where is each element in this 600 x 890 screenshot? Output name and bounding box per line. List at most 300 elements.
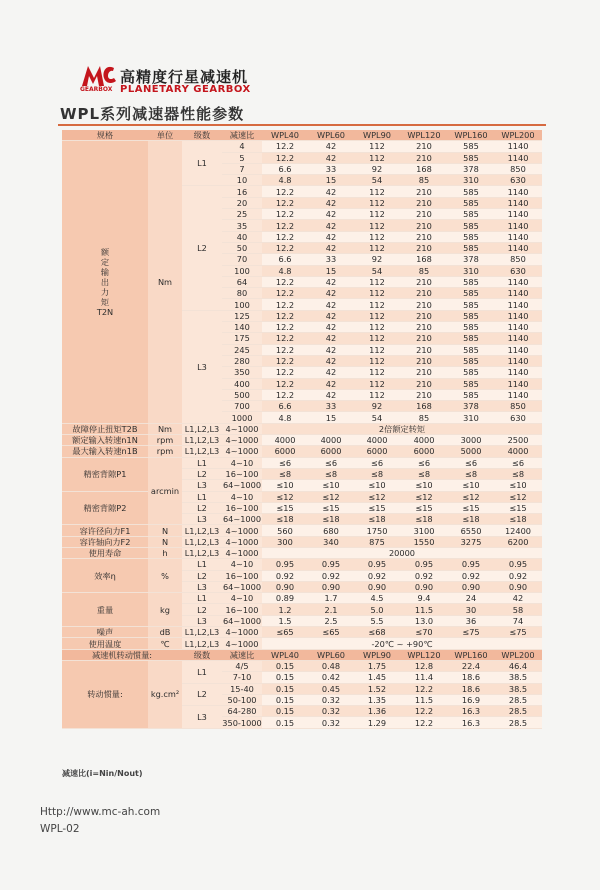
ratio-cell: 400 — [222, 378, 262, 389]
value-cell: 112 — [354, 310, 400, 321]
value-cell: 1140 — [494, 141, 542, 152]
value-cell: 0.92 — [354, 570, 400, 581]
value-cell: 1140 — [494, 209, 542, 220]
column-header: WPL160 — [448, 130, 494, 141]
value-cell: 42 — [308, 152, 354, 163]
value-cell: 210 — [400, 299, 448, 310]
value-cell: 1140 — [494, 231, 542, 242]
value-cell: 210 — [400, 186, 448, 197]
ratio-cell: 4~10 — [222, 457, 262, 468]
value-cell: 585 — [448, 333, 494, 344]
column-header: WPL120 — [400, 649, 448, 660]
ratio-cell: 4~1000 — [222, 525, 262, 536]
value-cell: 585 — [448, 389, 494, 400]
value-cell: 12400 — [494, 525, 542, 536]
value-cell: 12.2 — [262, 288, 308, 299]
value-cell: 12.2 — [262, 355, 308, 366]
row-label: 噪声 — [62, 627, 148, 638]
value-cell: 210 — [400, 220, 448, 231]
value-cell: 378 — [448, 254, 494, 265]
stage-cell: L1,L2,L3 — [182, 547, 222, 558]
value-cell: 42 — [308, 367, 354, 378]
unit-cell: kg — [148, 593, 182, 627]
value-cell: ≤6 — [494, 457, 542, 468]
stage-cell: L1,L2,L3 — [182, 638, 222, 649]
value-cell: 875 — [354, 536, 400, 547]
value-cell: 585 — [448, 276, 494, 287]
row-label: 额定输入转速n1N — [62, 435, 148, 446]
value-cell: 5.0 — [354, 604, 400, 615]
value-cell: ≤18 — [494, 514, 542, 525]
value-cell: 12.2 — [262, 367, 308, 378]
ratio-cell: 5 — [222, 152, 262, 163]
ratio-cell: 16~100 — [222, 570, 262, 581]
stage-cell: L2 — [182, 502, 222, 513]
value-cell: 16.9 — [448, 694, 494, 705]
value-cell: 340 — [308, 536, 354, 547]
row-label: 使用寿命 — [62, 547, 148, 558]
value-cell: 11.5 — [400, 694, 448, 705]
value-cell: 585 — [448, 367, 494, 378]
torque-label-text: 额定输出力矩 — [100, 247, 110, 307]
stage-cell: L1,L2,L3 — [182, 446, 222, 457]
title-divider — [58, 124, 546, 126]
life-row — [62, 547, 542, 558]
value-cell: ≤15 — [448, 502, 494, 513]
value-cell: 210 — [400, 378, 448, 389]
value-cell: 42 — [308, 333, 354, 344]
value-cell: 1750 — [354, 525, 400, 536]
value-cell: 585 — [448, 152, 494, 163]
value-cell: 6000 — [400, 446, 448, 457]
value-cell: 54 — [354, 265, 400, 276]
column-header: WPL40 — [262, 130, 308, 141]
value-cell: 6550 — [448, 525, 494, 536]
value-cell: 585 — [448, 299, 494, 310]
value-cell: 112 — [354, 231, 400, 242]
ratio-cell: 4~1000 — [222, 547, 262, 558]
column-header: 规格 — [62, 130, 148, 141]
value-cell: 585 — [448, 378, 494, 389]
value-cell: 0.90 — [448, 581, 494, 592]
value-cell: 1.5 — [262, 615, 308, 626]
ratio-cell: 4/5 — [222, 660, 262, 671]
value-cell: ≤15 — [262, 502, 308, 513]
ratio-cell: 100 — [222, 265, 262, 276]
unit-cell: ℃ — [148, 638, 182, 649]
row-label: 转动惯量: — [62, 660, 148, 728]
stage-cell: L1,L2,L3 — [182, 435, 222, 446]
value-cell: 16.3 — [448, 706, 494, 717]
value-cell: 0.90 — [308, 581, 354, 592]
value-cell: 42 — [308, 231, 354, 242]
ratio-cell: 1000 — [222, 412, 262, 423]
value-cell: 630 — [494, 265, 542, 276]
value-cell: 112 — [354, 276, 400, 287]
ratio-cell: 64 — [222, 276, 262, 287]
value-cell: 92 — [354, 163, 400, 174]
value-cell: 12.2 — [262, 209, 308, 220]
value-cell: 2500 — [494, 435, 542, 446]
ratio-cell: 15-40 — [222, 683, 262, 694]
ratio-cell: 280 — [222, 355, 262, 366]
torque-label-sub: T2N — [96, 307, 114, 317]
unit-cell: dB — [148, 627, 182, 638]
value-cell: 2.1 — [308, 604, 354, 615]
value-cell: 3275 — [448, 536, 494, 547]
value-cell: 12.8 — [400, 660, 448, 671]
value-cell: ≤10 — [400, 480, 448, 491]
value-cell: 112 — [354, 220, 400, 231]
stage-cell: L1 — [182, 457, 222, 468]
value-cell: 680 — [308, 525, 354, 536]
value-cell: ≤15 — [308, 502, 354, 513]
column-header: WPL90 — [354, 649, 400, 660]
ratio-cell: 16~100 — [222, 502, 262, 513]
value-cell: 1.75 — [354, 660, 400, 671]
value-cell: 585 — [448, 344, 494, 355]
column-header: 减速比 — [222, 649, 262, 660]
value-cell: 15 — [308, 412, 354, 423]
value-cell: 6.6 — [262, 254, 308, 265]
stage-cell: L1,L2,L3 — [182, 627, 222, 638]
value-cell: 112 — [354, 322, 400, 333]
ratio-cell: 7-10 — [222, 672, 262, 683]
value-cell: 42 — [308, 378, 354, 389]
value-cell: 0.15 — [262, 717, 308, 728]
value-cell: 0.45 — [308, 683, 354, 694]
value-cell: 1.52 — [354, 683, 400, 694]
value-cell: ≤15 — [354, 502, 400, 513]
column-header: 级数 — [182, 649, 222, 660]
value-cell: 1140 — [494, 152, 542, 163]
value-cell: 11.5 — [400, 604, 448, 615]
value-cell: ≤70 — [400, 627, 448, 638]
value-cell: 112 — [354, 378, 400, 389]
value-cell: 0.95 — [354, 559, 400, 570]
ratio-cell: 40 — [222, 231, 262, 242]
backlash2-row — [62, 491, 542, 502]
value-cell: 42 — [308, 288, 354, 299]
stage-cell: L2 — [182, 468, 222, 479]
column-header: WPL40 — [262, 649, 308, 660]
ratio-cell: 4~1000 — [222, 536, 262, 547]
value-cell: ≤8 — [262, 468, 308, 479]
unit-cell: rpm — [148, 446, 182, 457]
value-cell: 0.15 — [262, 694, 308, 705]
ratio-cell: 64~1000 — [222, 582, 262, 593]
column-header: 减速机转动惯量: — [62, 649, 182, 660]
value-cell: 12.2 — [262, 389, 308, 400]
value-cell: 585 — [448, 242, 494, 253]
value-cell: 1140 — [494, 242, 542, 253]
column-header: 单位 — [148, 130, 182, 141]
stage-cell: L3 — [182, 514, 222, 525]
value-cell: 42 — [308, 186, 354, 197]
ratio-cell: 25 — [222, 209, 262, 220]
website-link[interactable]: Http://www.mc-ah.com — [40, 806, 161, 818]
ratio-cell: 64~1000 — [222, 615, 262, 626]
column-header: WPL120 — [400, 130, 448, 141]
efficiency-row — [62, 559, 542, 570]
unit-cell: Nm — [148, 423, 182, 434]
column-header: WPL160 — [448, 649, 494, 660]
ratio-cell: 35 — [222, 220, 262, 231]
value-cell: 3000 — [448, 435, 494, 446]
stage-cell: L1,L2,L3 — [182, 423, 222, 434]
merged-value-cell: 20000 — [262, 547, 542, 558]
value-cell: 12.2 — [262, 152, 308, 163]
value-cell: 6000 — [308, 446, 354, 457]
value-cell: 1140 — [494, 220, 542, 231]
value-cell: ≤12 — [354, 491, 400, 502]
value-cell: 112 — [354, 197, 400, 208]
value-cell: 210 — [400, 344, 448, 355]
value-cell: 112 — [354, 355, 400, 366]
value-cell: ≤10 — [262, 480, 308, 491]
value-cell: 112 — [354, 367, 400, 378]
noise-row — [62, 627, 542, 638]
value-cell: 42 — [308, 242, 354, 253]
brand-name-cn: 高精度行星减速机 — [120, 68, 249, 86]
f1-row — [62, 525, 542, 536]
value-cell: 6.6 — [262, 163, 308, 174]
value-cell: 2.5 — [308, 615, 354, 626]
ratio-cell: 64~1000 — [222, 514, 262, 525]
value-cell: 1.2 — [262, 604, 308, 615]
value-cell: 378 — [448, 401, 494, 412]
stage-cell: L1 — [182, 593, 222, 604]
value-cell: 5000 — [448, 446, 494, 457]
unit-cell: rpm — [148, 435, 182, 446]
value-cell: 12.2 — [262, 186, 308, 197]
value-cell: ≤18 — [400, 514, 448, 525]
value-cell: 0.92 — [448, 570, 494, 581]
value-cell: 168 — [400, 254, 448, 265]
value-cell: 0.92 — [262, 570, 308, 581]
value-cell: 1140 — [494, 299, 542, 310]
value-cell: 0.32 — [308, 706, 354, 717]
stage-cell: L2 — [182, 570, 222, 581]
brand-name-en: PLANETARY GEARBOX — [120, 84, 251, 95]
ratio-cell: 700 — [222, 401, 262, 412]
value-cell: 30 — [448, 604, 494, 615]
value-cell: 1.35 — [354, 694, 400, 705]
stage-cell: L3 — [182, 706, 222, 729]
column-header: WPL200 — [494, 130, 542, 141]
ratio-cell: 500 — [222, 389, 262, 400]
value-cell: 112 — [354, 333, 400, 344]
ratio-cell: 50 — [222, 242, 262, 253]
value-cell: 6000 — [354, 446, 400, 457]
value-cell: 1140 — [494, 344, 542, 355]
backlash1-row — [62, 457, 542, 468]
value-cell: 6200 — [494, 536, 542, 547]
value-cell: 585 — [448, 322, 494, 333]
value-cell: 42 — [308, 299, 354, 310]
value-cell: 18.6 — [448, 683, 494, 694]
inertia-header-row — [62, 649, 542, 660]
value-cell: 1140 — [494, 322, 542, 333]
value-cell: 0.42 — [308, 672, 354, 683]
ratio-cell: 4~1000 — [222, 638, 262, 649]
temp-row — [62, 638, 542, 649]
value-cell: 168 — [400, 163, 448, 174]
value-cell: 85 — [400, 412, 448, 423]
page-code: WPL-02 — [40, 823, 80, 835]
value-cell: 585 — [448, 231, 494, 242]
value-cell: 112 — [354, 152, 400, 163]
value-cell: 210 — [400, 288, 448, 299]
emergency-row — [62, 423, 542, 434]
value-cell: 3100 — [400, 525, 448, 536]
ratio-cell: 70 — [222, 254, 262, 265]
ratio-cell: 16~100 — [222, 604, 262, 615]
ratio-cell: 350 — [222, 367, 262, 378]
value-cell: ≤6 — [262, 457, 308, 468]
row-label: 使用温度 — [62, 638, 148, 649]
value-cell: 210 — [400, 355, 448, 366]
value-cell: 850 — [494, 163, 542, 174]
value-cell: 12.2 — [400, 683, 448, 694]
value-cell: 12.2 — [262, 242, 308, 253]
value-cell: 168 — [400, 401, 448, 412]
column-header: WPL60 — [308, 130, 354, 141]
value-cell: 210 — [400, 389, 448, 400]
value-cell: ≤65 — [262, 627, 308, 638]
value-cell: 36 — [448, 615, 494, 626]
value-cell: 4000 — [262, 435, 308, 446]
row-label: 容许径向力F1 — [62, 525, 148, 536]
value-cell: 12.2 — [400, 717, 448, 728]
value-cell: 38.5 — [494, 672, 542, 683]
value-cell: 585 — [448, 288, 494, 299]
value-cell: 1.7 — [308, 593, 354, 604]
ratio-cell: 10 — [222, 175, 262, 186]
value-cell: 210 — [400, 333, 448, 344]
value-cell: 0.90 — [494, 581, 542, 592]
value-cell: 58 — [494, 604, 542, 615]
value-cell: ≤15 — [494, 502, 542, 513]
value-cell: ≤12 — [262, 491, 308, 502]
value-cell: 4.8 — [262, 175, 308, 186]
stage-cell: L1,L2,L3 — [182, 525, 222, 536]
value-cell: ≤8 — [400, 468, 448, 479]
value-cell: 0.95 — [308, 559, 354, 570]
value-cell: ≤68 — [354, 627, 400, 638]
value-cell: 0.92 — [308, 570, 354, 581]
value-cell: 300 — [262, 536, 308, 547]
value-cell: 42 — [308, 344, 354, 355]
weight-row — [62, 593, 542, 604]
value-cell: ≤18 — [308, 514, 354, 525]
value-cell: 112 — [354, 299, 400, 310]
ratio-cell: 20 — [222, 197, 262, 208]
value-cell: 15 — [308, 175, 354, 186]
value-cell: 4000 — [494, 446, 542, 457]
inertia-row — [62, 660, 542, 671]
value-cell: 112 — [354, 141, 400, 152]
value-cell: 85 — [400, 265, 448, 276]
value-cell: 310 — [448, 412, 494, 423]
value-cell: 4.8 — [262, 412, 308, 423]
unit-cell: Nm — [148, 141, 182, 423]
value-cell: 585 — [448, 186, 494, 197]
value-cell: 33 — [308, 163, 354, 174]
value-cell: 0.15 — [262, 683, 308, 694]
value-cell: 112 — [354, 288, 400, 299]
value-cell: 378 — [448, 163, 494, 174]
value-cell: 1.45 — [354, 672, 400, 683]
value-cell: 24 — [448, 593, 494, 604]
value-cell: 12.2 — [262, 310, 308, 321]
value-cell: 92 — [354, 254, 400, 265]
value-cell: ≤6 — [308, 457, 354, 468]
value-cell: 210 — [400, 276, 448, 287]
value-cell: 12.2 — [262, 322, 308, 333]
value-cell: 12.2 — [262, 197, 308, 208]
column-header: 级数 — [182, 130, 222, 141]
value-cell: ≤12 — [400, 491, 448, 502]
value-cell: 1550 — [400, 536, 448, 547]
value-cell: 1140 — [494, 389, 542, 400]
column-header: WPL90 — [354, 130, 400, 141]
value-cell: 585 — [448, 355, 494, 366]
n1n-row — [62, 435, 542, 446]
value-cell: 12.2 — [262, 231, 308, 242]
value-cell: 16.3 — [448, 717, 494, 728]
stage-cell: L3 — [182, 581, 222, 592]
value-cell: 28.5 — [494, 706, 542, 717]
value-cell: 1140 — [494, 276, 542, 287]
value-cell: 210 — [400, 152, 448, 163]
stage-cell: L1 — [182, 491, 222, 502]
ratio-cell: 100 — [222, 299, 262, 310]
value-cell: 12.2 — [262, 220, 308, 231]
unit-cell: N — [148, 536, 182, 547]
value-cell: 112 — [354, 344, 400, 355]
ratio-cell: 4~1000 — [222, 423, 262, 434]
value-cell: 0.95 — [494, 559, 542, 570]
value-cell: 630 — [494, 175, 542, 186]
value-cell: 54 — [354, 412, 400, 423]
ratio-cell: 64-280 — [222, 706, 262, 717]
value-cell: ≤18 — [262, 514, 308, 525]
value-cell: 1140 — [494, 355, 542, 366]
value-cell: 6.6 — [262, 401, 308, 412]
value-cell: 850 — [494, 401, 542, 412]
value-cell: 4.5 — [354, 593, 400, 604]
value-cell: ≤65 — [308, 627, 354, 638]
value-cell: ≤10 — [494, 480, 542, 491]
row-label: 最大输入转速n1B — [62, 446, 148, 457]
stage-cell: L1 — [182, 660, 222, 683]
ratio-cell: 16~100 — [222, 468, 262, 479]
value-cell: 112 — [354, 242, 400, 253]
value-cell: 0.15 — [262, 706, 308, 717]
performance-table — [62, 130, 542, 729]
value-cell: 33 — [308, 254, 354, 265]
stage-cell: L1 — [182, 559, 222, 570]
value-cell: 12.2 — [262, 344, 308, 355]
value-cell: 210 — [400, 197, 448, 208]
row-label: 效率η — [62, 559, 148, 593]
unit-cell: % — [148, 559, 182, 593]
value-cell: 12.2 — [262, 141, 308, 152]
value-cell: 1140 — [494, 378, 542, 389]
value-cell: 42 — [308, 322, 354, 333]
value-cell: 0.90 — [400, 581, 448, 592]
